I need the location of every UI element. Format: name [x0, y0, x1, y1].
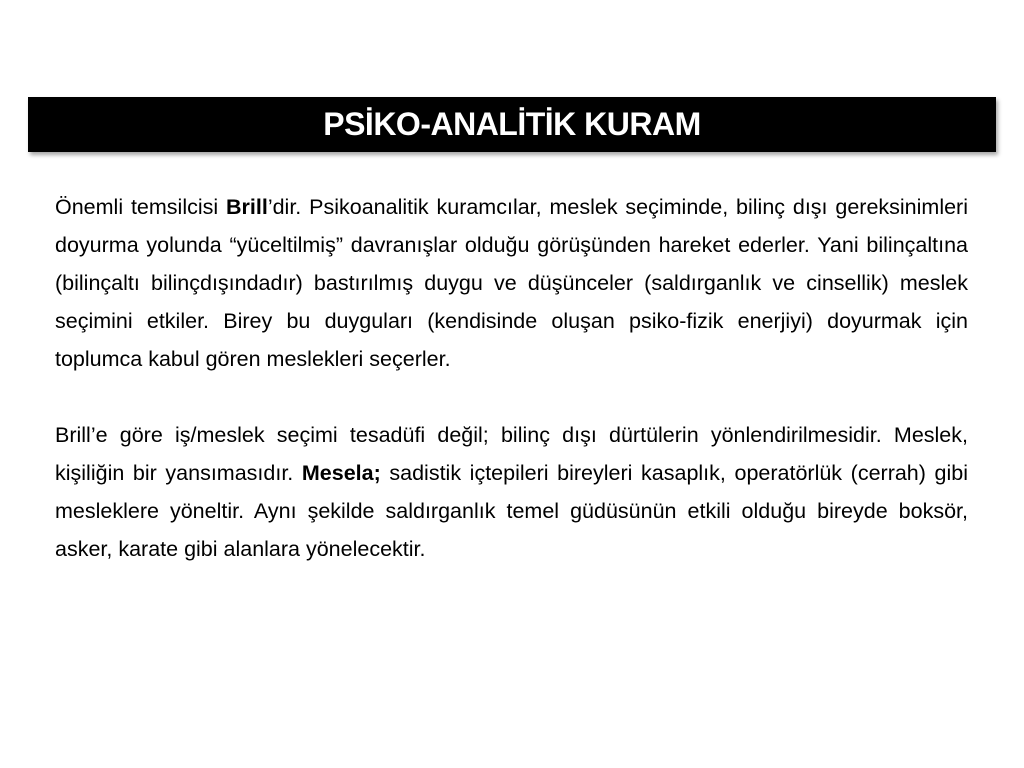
- paragraph-1: [55, 188, 968, 378]
- paragraph-1-rest: ’dir. Psikoanalitik kuramcılar, meslek seçiminde, bilinç dışı gereksinimleri doyurma yolunda “yüceltilmiş” davranışlar olduğu görüşünden hareket ederler. Yani bilinçaltına (bilinçaltı bilinçdışındadır) bastırılmış duygu ve düşünceler (saldırganlık ve cinsellik) meslek seçimini etkiler. Birey bu duyguları (kendisinde oluşan psiko-fizik enerjiyi) doyurmak için toplumca kabul gören meslekleri seçerler.: [55, 195, 968, 371]
- paragraph-1-prefix: Önemli temsilcisi: [55, 195, 226, 219]
- paragraph-2-rest: sadistik içtepileri bireyleri kasaplık, operatörlük (cerrah) gibi mesleklere yöneltir. Aynı şekilde saldırganlık temel güdüsünün etkili olduğu bireyde boksör, asker, karate gibi alanlara yönelecektir.: [55, 461, 969, 561]
- slide-title: PSİKO-ANALİTİK KURAM: [323, 106, 701, 142]
- paragraph-2-prefix: Brill’e göre iş/meslek seçimi tesadüfi değil; bilinç dışı dürtülerin yönlendirilmesidir. Meslek, kişiliğin bir yansımasıdır.: [55, 423, 968, 485]
- paragraph-2-bold: Mesela;: [301, 461, 381, 485]
- paragraph-1-bold: Brill: [226, 195, 268, 219]
- slide-body: [55, 188, 968, 568]
- paragraph-2: [55, 416, 968, 568]
- title-bar: [28, 97, 996, 152]
